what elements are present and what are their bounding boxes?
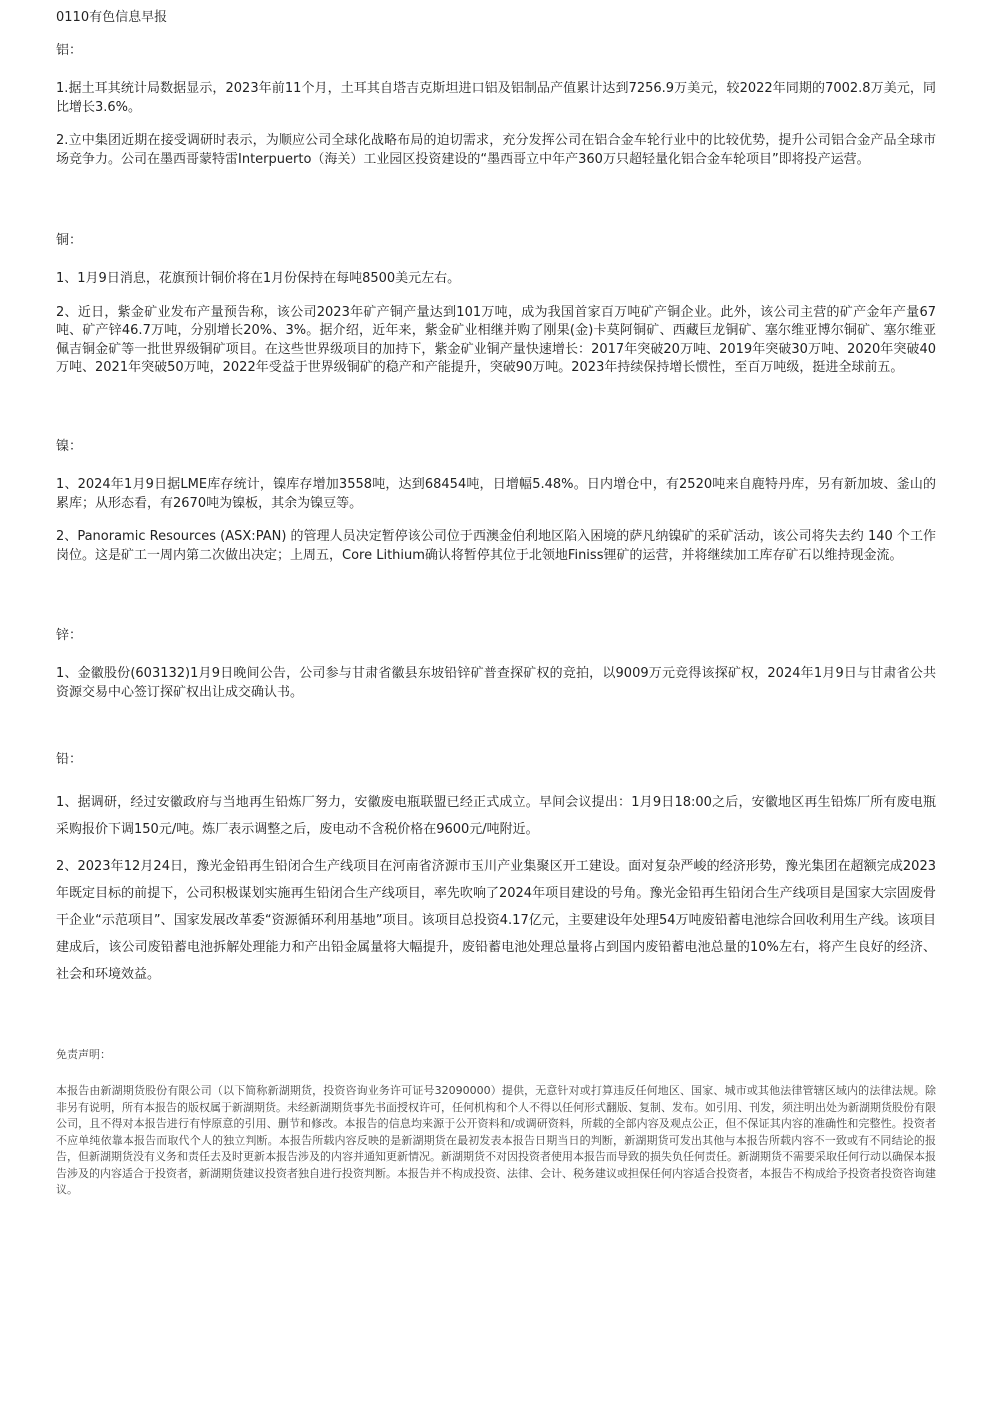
section-zinc [56, 627, 936, 717]
section-copper [56, 232, 936, 393]
section-heading-zinc: 锌： [56, 628, 83, 643]
disclaimer-title: 免责声明： [56, 1048, 111, 1061]
lead-item-1: 1、据调研，经过安徽政府与当地再生铅炼厂努力，安徽废电瓶联盟已经正式成立。早间会议提出：1月9日18:00之后，安徽地区再生铅炼厂所有废电瓶采购报价下调150元/吨。炼厂表示调整之后，废电动不含税价格在9600元/吨附近。 [56, 795, 936, 837]
section-heading-nickel: 镍： [56, 439, 83, 454]
aluminum-item-2: 2.立中集团近期在接受调研时表示，为顺应公司全球化战略布局的迫切需求，充分发挥公司在铝合金车轮行业中的比较优势，提升公司铝合金产品全球市场竞争力。公司在墨西哥蒙特雷Interpuerto（海关）工业园区投资建设的“墨西哥立中年产360万只超轻量化铝合金车轮项目”即将投产运营。 [56, 133, 936, 167]
disclaimer-text: 本报告由新湖期货股份有限公司（以下简称新湖期货，投资咨询业务许可证号32090000）提供，无意针对或打算违反任何地区、国家、城市或其他法律管辖区域内的法律法规。除非另有说明，所有本报告的版权属于新湖期货。未经新湖期货事先书面授权许可，任何机构和个人不得以任何形式翻版、复制、发布。如引用、刊发，须注明出处为新湖期货股份有限公司，且不得对本报告进行有悖原意的引用、删节和修改。本报告的信息均来源于公开资料和/或调研资料，所载的全部内容及观点公正，但不保证其内容的准确性和完整性。投资者不应单纯依靠本报告而取代个人的独立判断。本报告所载内容反映的是新湖期货在最初发表本报告日期当日的判断，新湖期货可发出其他与本报告所载内容不一致或有不同结论的报告，但新湖期货没有义务和责任去及时更新本报告涉及的内容并通知更新情况。新湖期货不对因投资者使用本报告而导致的损失负任何责任。新湖期货不需要采取任何行动以确保本报告涉及的内容适合于投资者，新湖期货建议投资者独自进行投资判断。本报告并不构成投资、法律、会计、税务建议或担保任何内容适合投资者，本报告不构成给予投资者投资咨询建议。 [56, 1084, 936, 1196]
section-heading-copper: 铜： [56, 233, 83, 248]
lead-item-2: 2、2023年12月24日，豫光金铅再生铅闭合生产线项目在河南省济源市玉川产业集聚区开工建设。面对复杂严峻的经济形势，豫光集团在超额完成2023年既定目标的前提下，公司积极谋划实施再生铅闭合生产线项目，率先吹响了2024年项目建设的号角。豫光金铅再生铅闭合生产线项目是国家大宗固废骨干企业“示范项目”、国家发展改革委“资源循环利用基地”项目。该项目总投资4.17亿元，主要建设年处理54万吨废铅蓄电池综合回收利用生产线。该项目建成后，该公司废铅蓄电池拆解处理能力和产出铅金属量将大幅提升，废铅蓄电池处理总量将占到国内废铅蓄电池总量的10%左右，将产生良好的经济、社会和环境效益。 [56, 859, 936, 982]
section-heading-lead: 铅： [56, 752, 83, 767]
section-lead [56, 751, 936, 998]
nickel-item-2: 2、Panoramic Resources (ASX:PAN) 的管理人员决定暂停该公司位于西澳金伯利地区陷入困境的萨凡纳镍矿的采矿活动，该公司将失去约 140 个工作岗位。这是矿工一周内第二次做出决定；上周五，Core Lithium确认将暂停其位于北领地Finiss锂矿的运营，并将继续加工库存矿石以维持现金流。 [56, 529, 936, 563]
section-heading-aluminum: 铝： [56, 43, 83, 58]
document-title: 0110有色信息早报 [56, 10, 168, 25]
nickel-item-1: 1、2024年1月9日据LME库存统计，镍库存增加3558吨，达到68454吨，日增幅5.48%。日内增仓中，有2520吨来自鹿特丹库，另有新加坡、釜山的累库；从形态看，有2670吨为镍板，其余为镍豆等。 [56, 477, 936, 511]
copper-item-2: 2、近日，紫金矿业发布产量预告称，该公司2023年矿产铜产量达到101万吨，成为我国首家百万吨矿产铜企业。此外，该公司主营的矿产金年产量67吨、矿产锌46.7万吨，分别增长20%、3%。据介绍，近年来，紫金矿业相继并购了刚果(金)卡莫阿铜矿、西藏巨龙铜矿、塞尔维亚博尔铜矿、塞尔维亚佩吉铜金矿等一批世界级铜矿项目。在这些世界级项目的加持下，紫金矿业铜产量快速增长：2017年突破20万吨、2019年突破30万吨、2020年突破40万吨、2021年突破50万吨，2022年受益于世界级铜矿的稳产和产能提升，突破90万吨。2023年持续保持增长惯性，至百万吨级，挺进全球前五。 [56, 304, 936, 375]
aluminum-item-1: 1.据土耳其统计局数据显示，2023年前11个月，土耳其自塔吉克斯坦进口铝及铝制品产值累计达到7256.9万美元，较2022年同期的7002.8万美元，同比增长3.6%。 [56, 81, 936, 115]
zinc-item-1: 1、金徽股份(603132)1月9日晚间公告，公司参与甘肃省徽县东坡铅锌矿普查探矿权的竞拍，以9009万元竞得该探矿权，2024年1月9日与甘肃省公共资源交易中心签订探矿权出让成交确认书。 [56, 666, 936, 700]
section-nickel [56, 438, 936, 580]
copper-item-1: 1、1月9日消息，花旗预计铜价将在1月份保持在每吨8500美元左右。 [56, 271, 461, 286]
section-aluminum [56, 42, 936, 184]
